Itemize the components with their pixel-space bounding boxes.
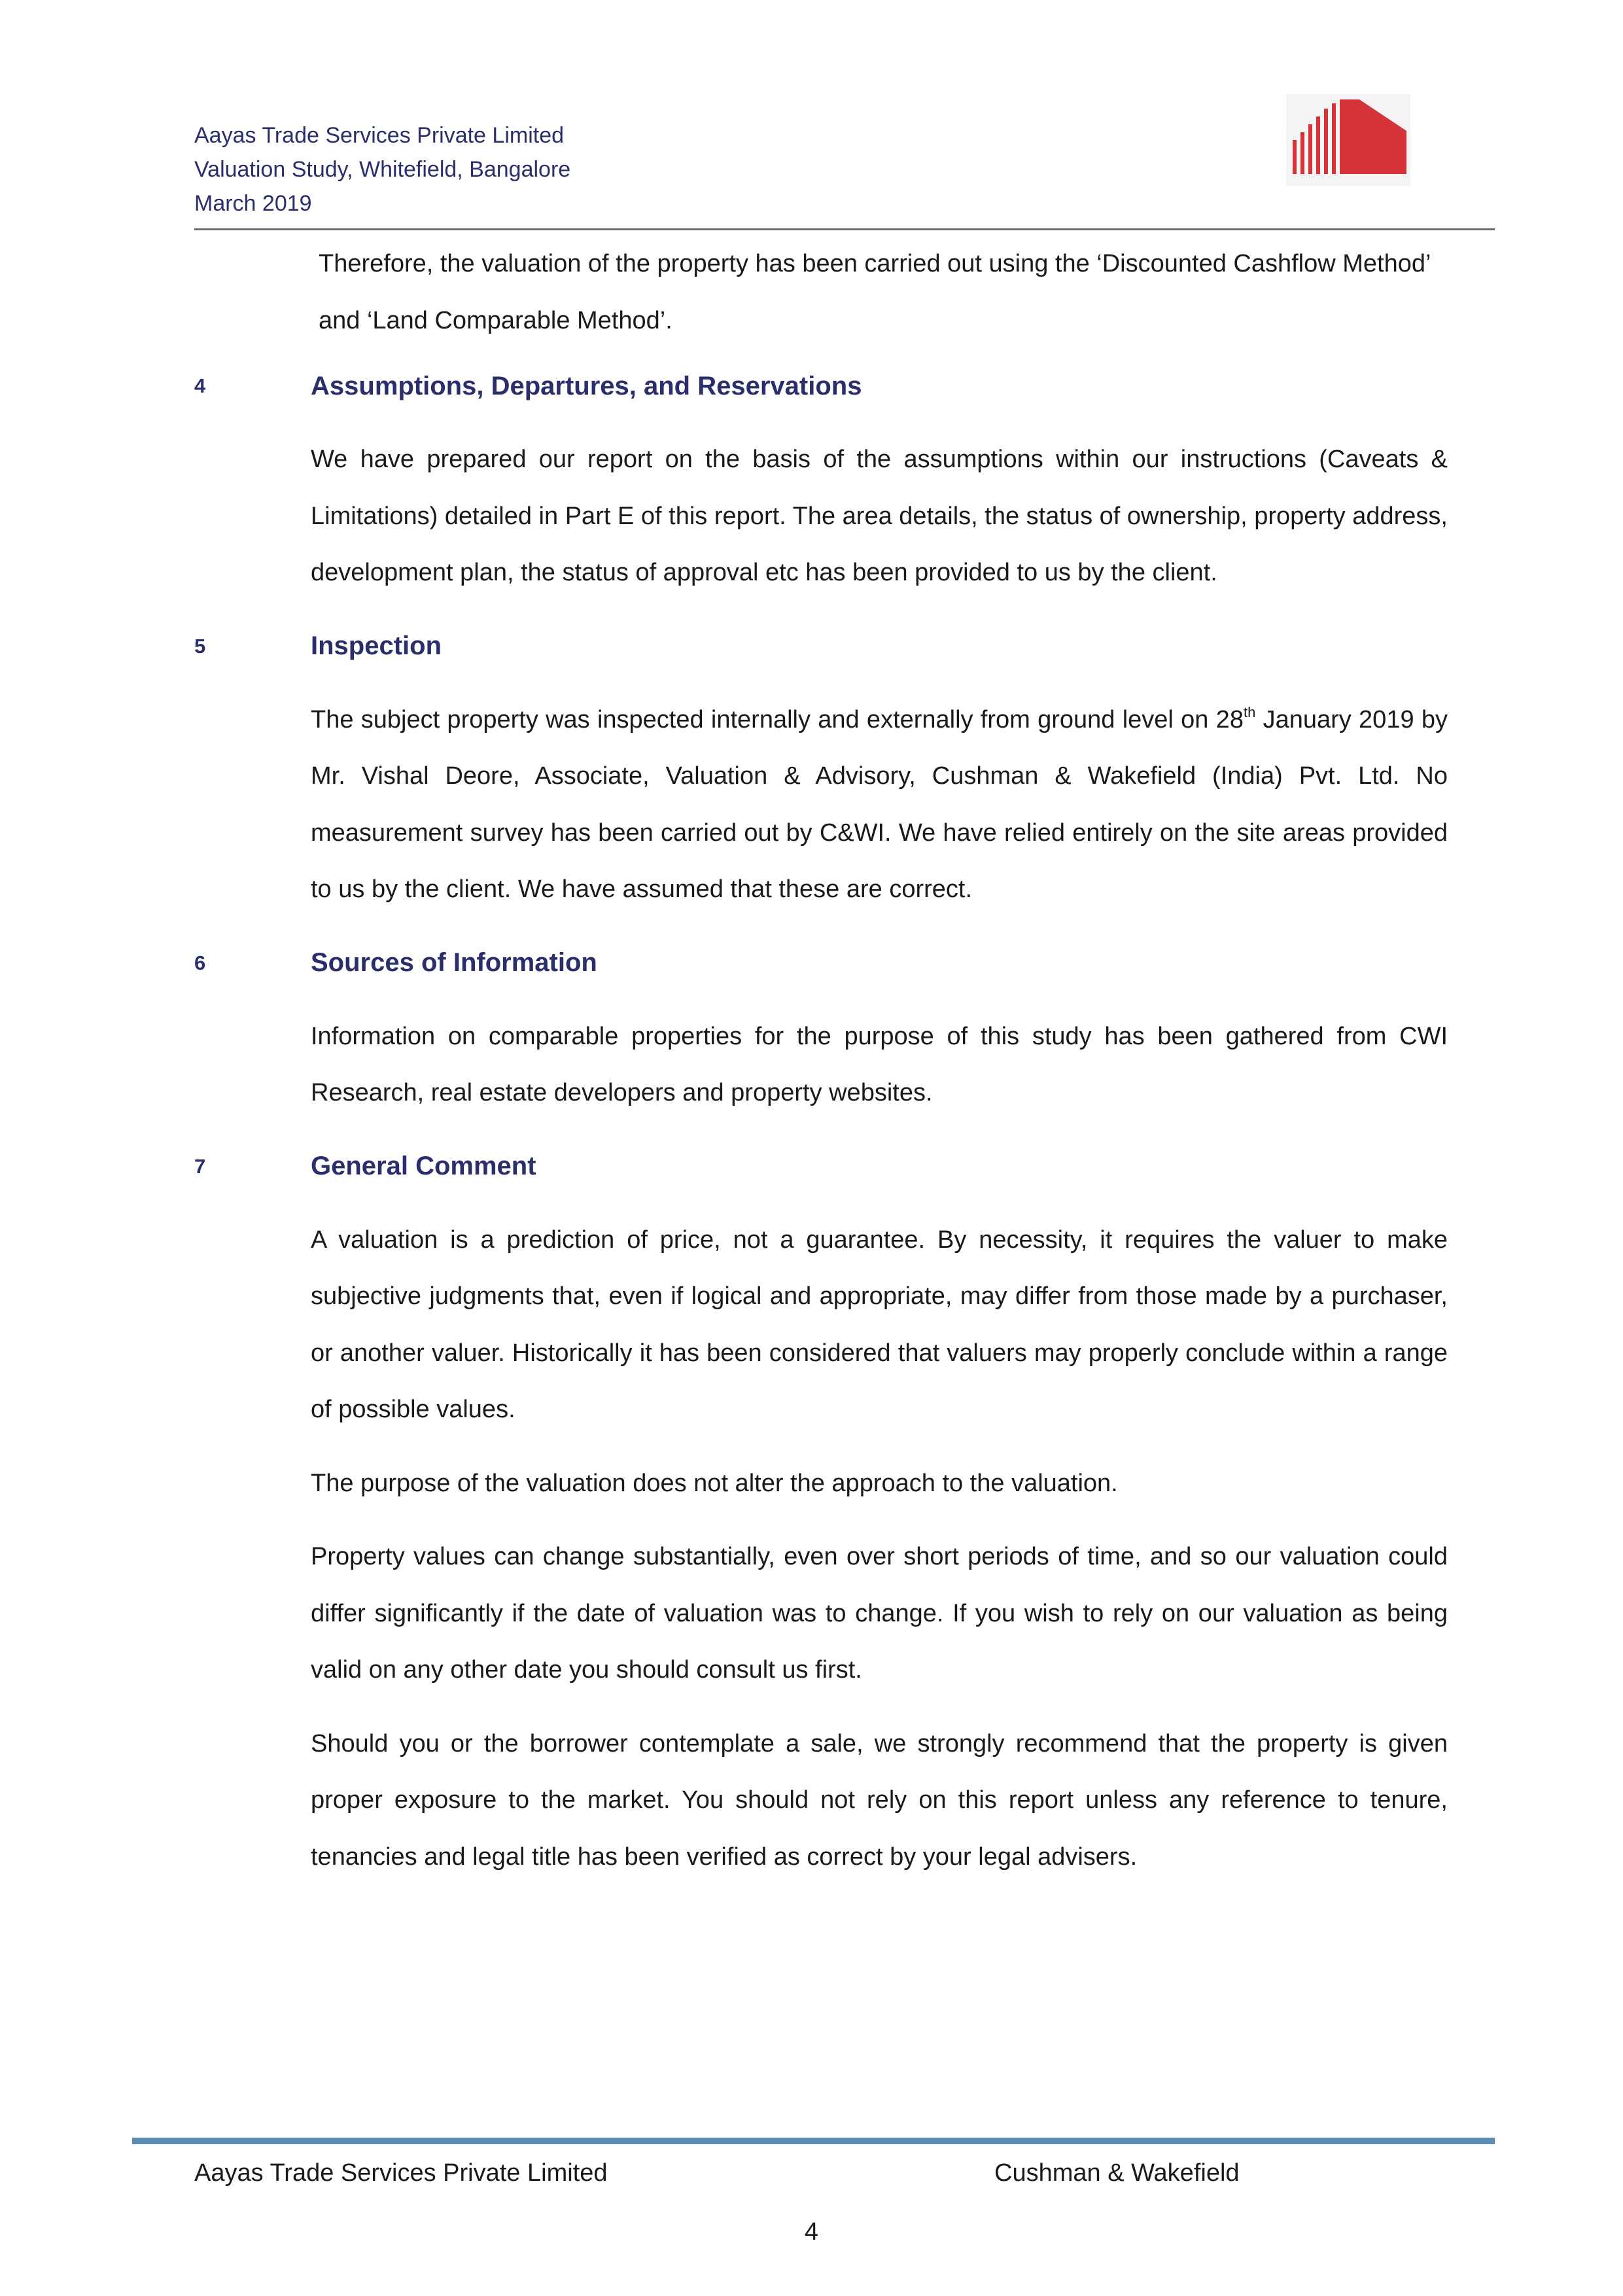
footer-divider xyxy=(132,2138,1495,2144)
header-date: March 2019 xyxy=(194,191,312,216)
paragraph: Property values can change substantially, even over short periods of time, and so our valuation could differ significantly if the date of valuation was to change. If you wish to rely on our valuation as being valid on any other date you should consult us first. xyxy=(311,1543,1448,1684)
ordinal-suffix: th xyxy=(1243,703,1256,720)
paragraph: Information on comparable properties for the purpose of this study has been gathered from CWI Research, real estate developers and property websites. xyxy=(311,1022,1448,1106)
header-study-title: Valuation Study, Whitefield, Bangalore xyxy=(194,157,571,182)
header-company: Aayas Trade Services Private Limited xyxy=(194,123,565,148)
section-title: Sources of Information xyxy=(311,948,597,977)
section-title: Inspection xyxy=(311,631,442,660)
section-number: 4 xyxy=(194,374,206,397)
section-heading xyxy=(194,935,1448,991)
footer-company: Aayas Trade Services Private Limited xyxy=(194,2159,608,2187)
section-heading xyxy=(194,358,1448,414)
section-heading xyxy=(194,1139,1448,1195)
section-6 xyxy=(194,935,1448,1122)
paragraph: We have prepared our report on the basis of the assumptions within our instructions (Caveats & Limitations) detailed in Part E of this report. The area details, the status of ownership, property address, development plan, the status of approval etc has been provided to us by the client. xyxy=(311,446,1448,586)
section-7 xyxy=(194,1139,1448,1886)
header-divider xyxy=(194,228,1495,230)
section-4 xyxy=(194,358,1448,601)
intro-paragraph: Therefore, the valuation of the property has been carried out using the ‘Discounted Cashflow Method’ and ‘Land Comparable Method’. xyxy=(319,250,1431,334)
page-header xyxy=(194,118,570,221)
paragraph: Should you or the borrower contemplate a sale, we strongly recommend that the property is given proper exposure to the market. You should not rely on this report unless any reference to tenure, tenancies and legal title has been verified as correct by your legal advisers. xyxy=(311,1729,1448,1871)
section-5 xyxy=(194,618,1448,918)
section-number: 5 xyxy=(194,634,206,658)
section-heading xyxy=(194,618,1448,675)
section-title: Assumptions, Departures, and Reservations xyxy=(311,371,862,400)
paragraph xyxy=(194,692,1448,918)
footer-firm: Cushman & Wakefield xyxy=(994,2159,1240,2187)
building-logo-icon xyxy=(1286,94,1410,186)
paragraph: A valuation is a prediction of price, not a guarantee. By necessity, it requires the valuer to make subjective judgments that, even if logical and appropriate, may differ from those made by a purchaser, or another valuer. Historically it has been considered that valuers may properly conclude within a range of possible values. xyxy=(311,1226,1448,1423)
section-title: General Comment xyxy=(311,1152,536,1180)
paragraph: The purpose of the valuation does not alter the approach to the valuation. xyxy=(311,1469,1118,1497)
paragraph-text: January 2019 by Mr. Vishal Deore, Associate, Valuation & Advisory, Cushman & Wakefield (India) Pvt. Ltd. No measurement survey has been carried out by C&WI. We have relied entirely on the site areas provided to us by the client. We have assumed that these are correct. xyxy=(311,705,1448,903)
paragraph-text: The subject property was inspected internally and externally from ground level on 28 xyxy=(311,705,1244,733)
document-body xyxy=(194,236,1448,1902)
section-number: 6 xyxy=(194,951,206,974)
section-number: 7 xyxy=(194,1154,206,1178)
page-number: 4 xyxy=(804,2218,819,2246)
